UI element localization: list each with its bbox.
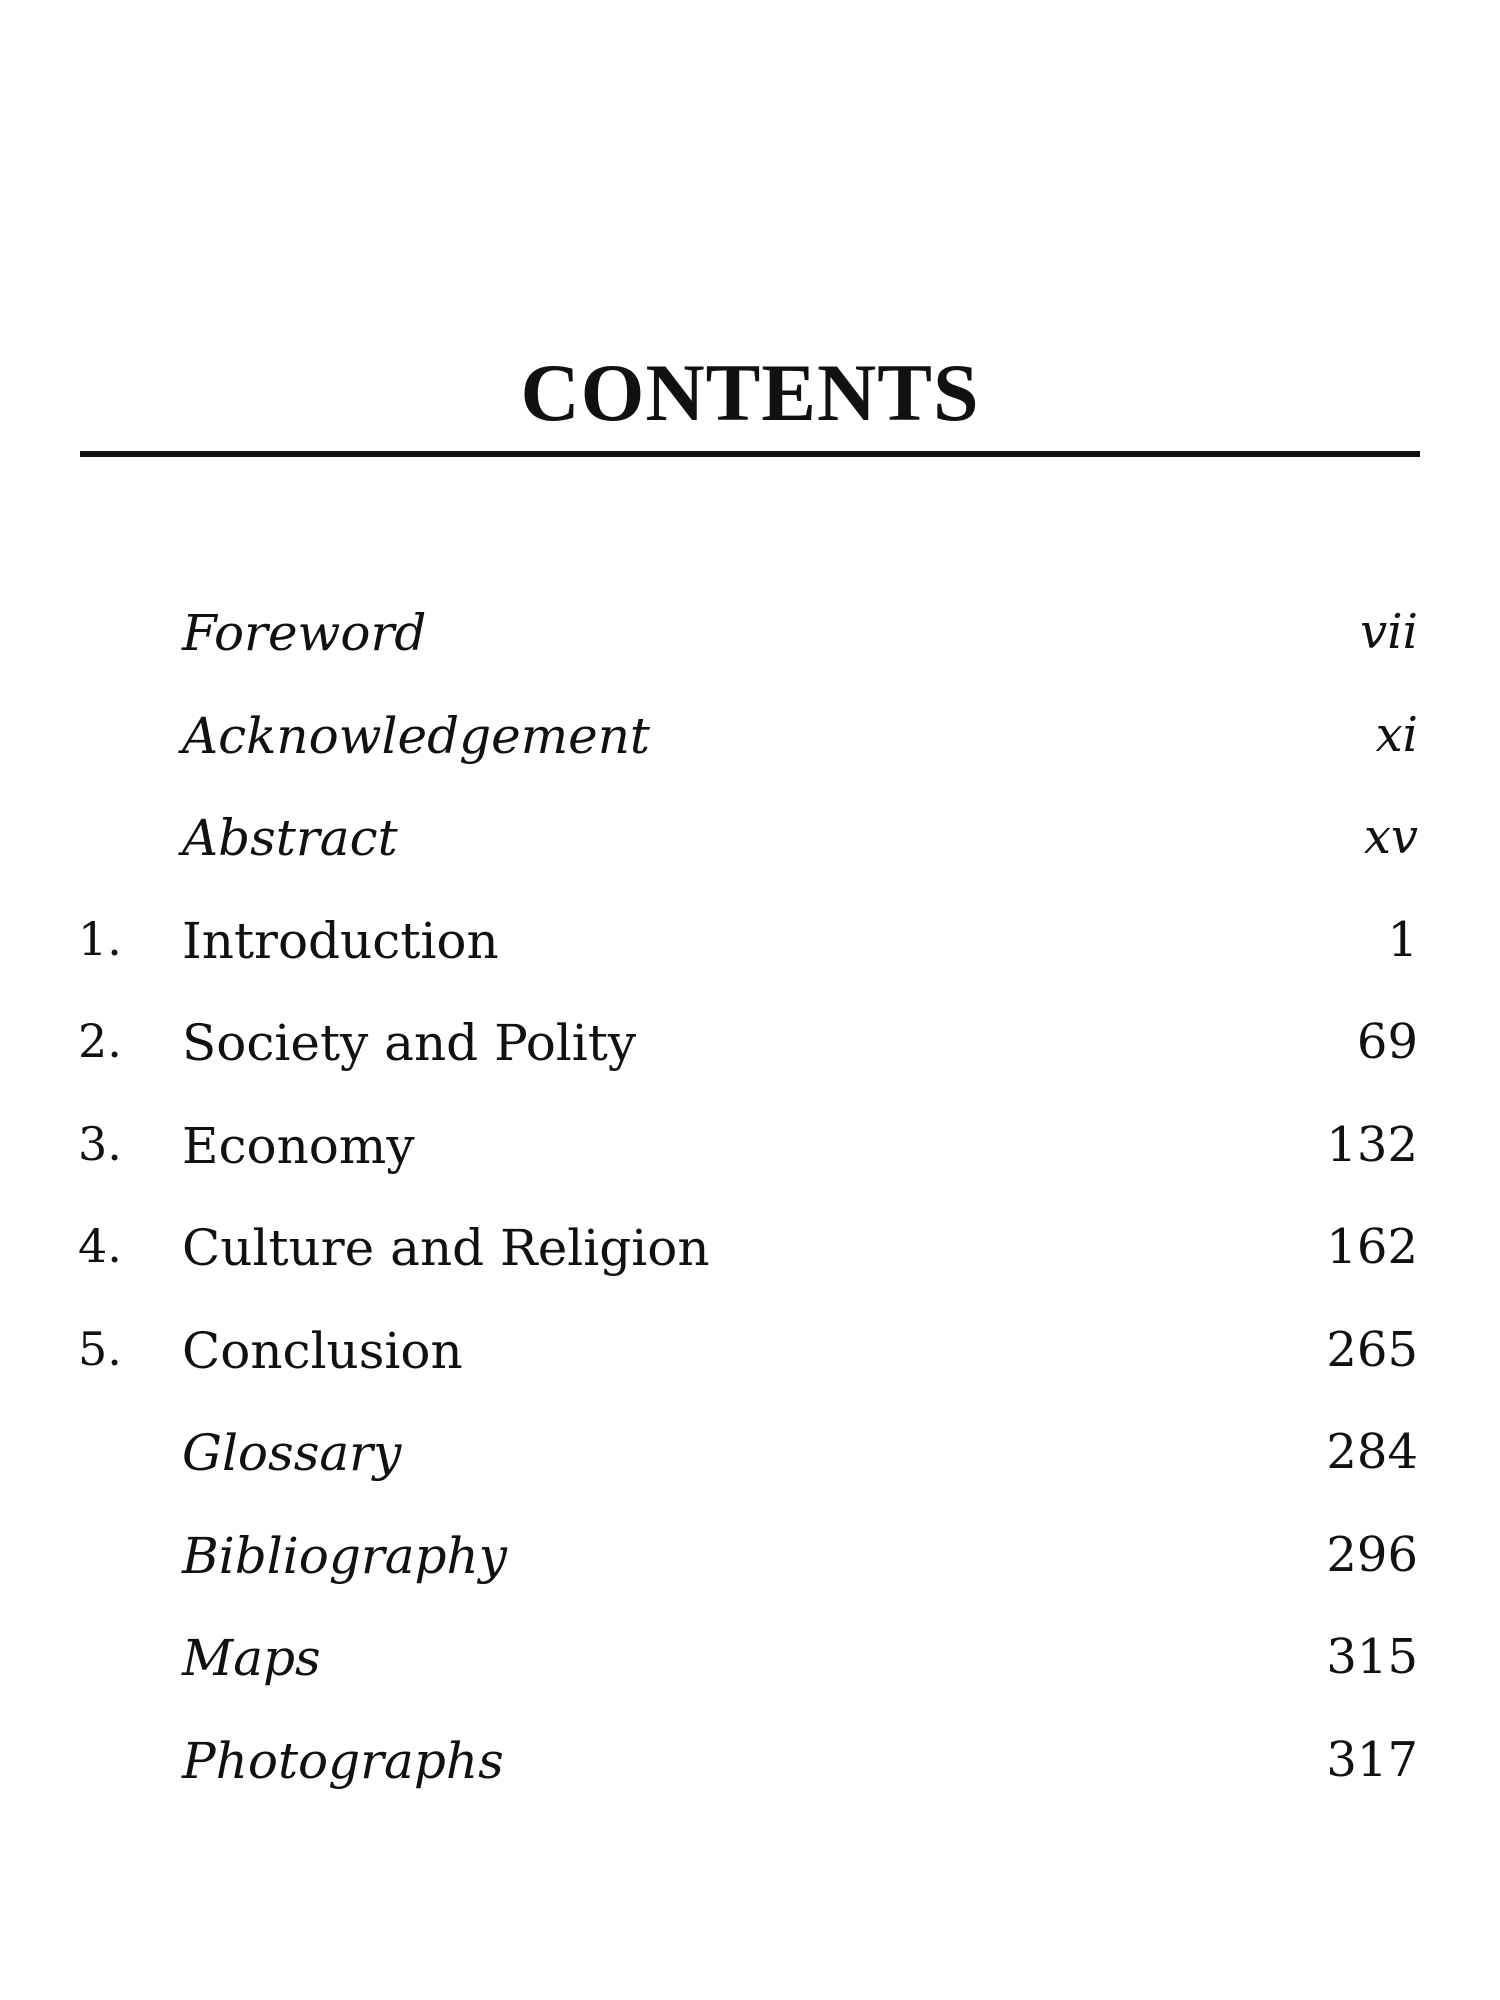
- toc-entry-page: 1: [1387, 911, 1418, 968]
- title-rule: [80, 451, 1420, 457]
- toc-entry-culture-and-religion: [0, 1205, 1500, 1308]
- toc-entry-acknowledgement: [0, 693, 1500, 796]
- toc-entry-label: Photographs: [182, 1731, 504, 1790]
- toc-entry-label: Acknowledgement: [182, 706, 650, 765]
- toc-entry-page: 296: [1326, 1526, 1418, 1583]
- toc-entry-label: Economy: [182, 1116, 415, 1175]
- toc-entry-foreword: [0, 590, 1500, 693]
- toc-entry-economy: [0, 1103, 1500, 1206]
- toc-entry-introduction: [0, 898, 1500, 1001]
- toc-entry-label: Introduction: [182, 911, 499, 970]
- toc-entry-page: 315: [1326, 1629, 1418, 1685]
- toc-entry-label: Culture and Religion: [182, 1219, 710, 1277]
- toc-entry-number: 3.: [78, 1116, 122, 1171]
- toc-entry-label: Society and Polity: [182, 1014, 637, 1072]
- toc-entry-label: Bibliography: [182, 1526, 507, 1585]
- toc-entry-number: 5.: [78, 1321, 122, 1376]
- toc-entry-glossary: [0, 1410, 1500, 1513]
- toc-entry-number: 2.: [78, 1014, 122, 1068]
- table-of-contents: [0, 590, 1500, 1820]
- toc-entry-label: Maps: [182, 1629, 321, 1687]
- toc-entry-page: xi: [1375, 706, 1418, 763]
- toc-entry-number: 1.: [78, 911, 122, 966]
- toc-entry-photographs: [0, 1718, 1500, 1821]
- toc-entry-conclusion: [0, 1308, 1500, 1411]
- toc-entry-society-and-polity: [0, 1000, 1500, 1103]
- toc-entry-page: 317: [1326, 1731, 1418, 1788]
- toc-entry-label: Abstract: [182, 809, 398, 867]
- toc-entry-label: Glossary: [182, 1424, 402, 1482]
- toc-entry-page: 284: [1326, 1424, 1418, 1480]
- toc-entry-bibliography: [0, 1513, 1500, 1616]
- toc-entry-page: xv: [1363, 809, 1418, 865]
- toc-entry-page: 265: [1326, 1321, 1418, 1378]
- toc-entry-page: vii: [1360, 604, 1418, 660]
- toc-entry-page: 69: [1356, 1014, 1418, 1070]
- toc-entry-abstract: [0, 795, 1500, 898]
- toc-entry-label: Conclusion: [182, 1321, 463, 1380]
- toc-entry-label: Foreword: [182, 604, 427, 662]
- page-title: CONTENTS: [520, 347, 980, 438]
- toc-entry-maps: [0, 1615, 1500, 1718]
- toc-entry-page: 162: [1326, 1219, 1418, 1275]
- toc-entry-page: 132: [1326, 1116, 1418, 1173]
- toc-entry-number: 4.: [78, 1219, 122, 1273]
